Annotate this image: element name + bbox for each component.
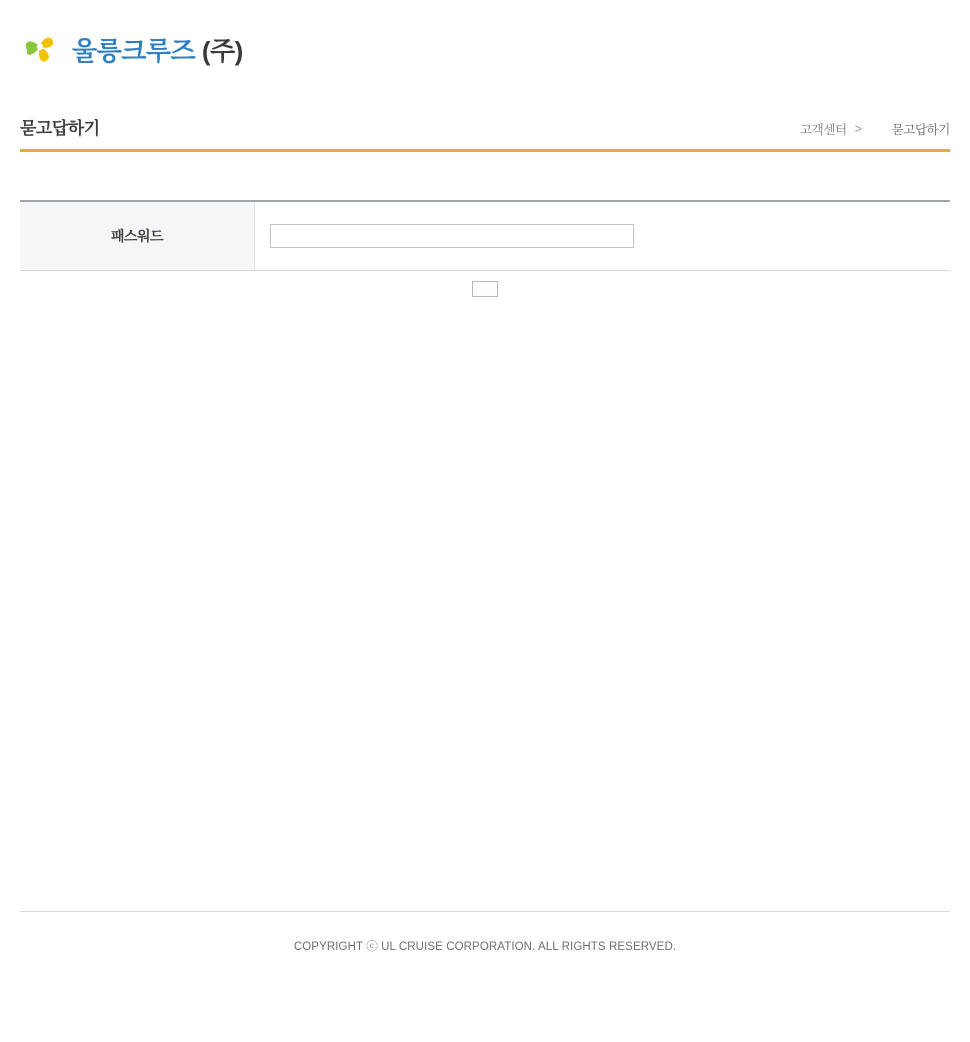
form-button-row <box>20 271 950 301</box>
submit-button[interactable] <box>472 281 498 297</box>
password-field-cell <box>255 201 951 271</box>
password-label: 패스워드 <box>20 201 255 271</box>
site-logo-text-secondary: (주) <box>195 35 243 66</box>
site-logo-text-primary: 울릉크루즈 <box>72 35 196 66</box>
site-footer <box>20 911 950 954</box>
password-form-section <box>20 152 950 301</box>
site-logo-text <box>72 31 243 68</box>
breadcrumb-item-current: 묻고답하기 <box>891 123 950 137</box>
password-table <box>20 200 950 271</box>
page-title: 묻고답하기 <box>20 119 100 138</box>
password-input[interactable] <box>270 224 634 248</box>
pinwheel-flower-logo-icon <box>20 28 62 70</box>
breadcrumb-separator-icon: > <box>854 122 862 136</box>
page-title-bar <box>20 104 950 152</box>
breadcrumb-item-parent[interactable]: 고객센터 <box>800 123 847 137</box>
site-logo-link[interactable] <box>20 28 243 70</box>
site-header <box>0 0 970 104</box>
table-row <box>20 201 950 271</box>
breadcrumb <box>800 120 950 138</box>
copyright-text: COPYRIGHT ⓒ UL CRUISE CORPORATION. ALL RIGHTS RESERVED. <box>293 941 677 953</box>
